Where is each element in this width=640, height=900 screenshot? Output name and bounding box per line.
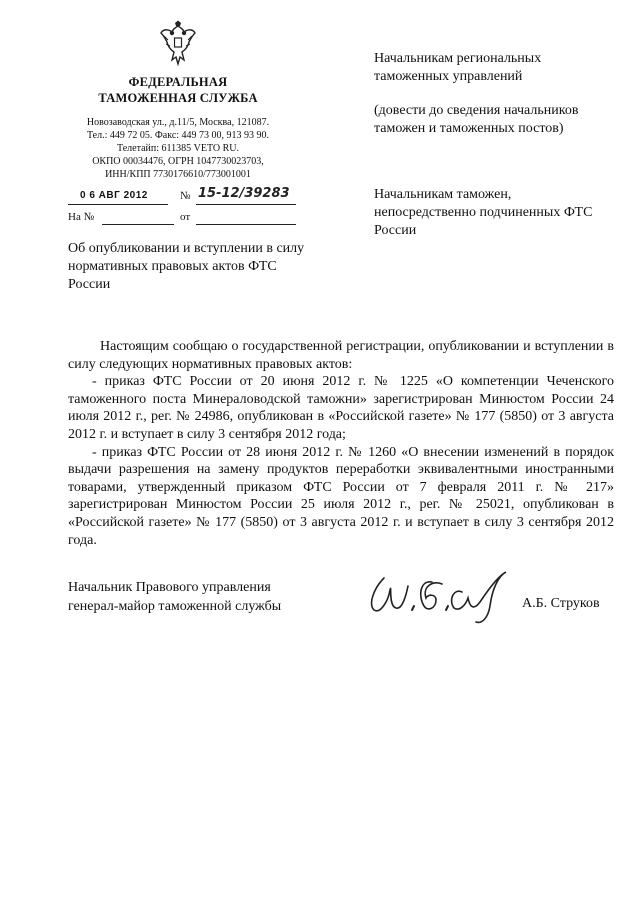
addressee-note: (довести до сведения начальников таможен и таможенных постов) <box>374 103 579 136</box>
organization-name <box>68 74 288 106</box>
organization-address: Новозаводская ул., д.11/5, Москва, 121087. <box>86 117 270 128</box>
organization-inn: ИНН/КПП 7730176610/773001001 <box>105 169 251 180</box>
reference-line <box>68 211 308 227</box>
organization-teletype: Телетайп: 611385 VETO RU. <box>116 143 239 154</box>
body-item-order-1260: - приказ ФТС России от 28 июня 2012 г. № 1260 «О внесении изменений в порядок выдачи разрешения на замену продуктов переработки эквивалентными иностранными товарами, утвержденный приказом ФТС России от 7 февраля 2011 г. № 217» зарегистрирован Минюстом России 25 июля 2012 г., рег. № 25021, опубликован в «Российской газете» № 177 (5850) от 3 августа 2012 г. и вступает в силу 3 сентября 2012 года. <box>68 444 614 548</box>
reference-date-blank <box>196 224 296 225</box>
signatory-title-line1: Начальник Правового управления <box>68 580 271 595</box>
document-subject: Об опубликовании и вступлении в силу нормативных правовых актов ФТС России <box>68 241 305 292</box>
body-item-order-1225: - приказ ФТС России от 20 июня 2012 г. № 1225 «О компетенции Чеченского таможенного поста Минераловодской таможни» зарегистрирован Минюстом России 24 июля 2012 г., рег. № 24986, опубликован в «Российской газете» № 177 (5850) от 3 августа 2012 г. и вступает в силу 3 сентября 2012 года; <box>68 374 614 442</box>
organization-name-line2: ТАМОЖЕННАЯ СЛУЖБА <box>98 91 258 105</box>
registration-line <box>68 186 308 208</box>
organization-name-line1: ФЕДЕРАЛЬНАЯ <box>128 75 228 89</box>
organization-okpo: ОКПО 00034476, ОГРН 1047730023703, <box>92 156 264 167</box>
organization-phone: Тел.: 449 72 05. Факс: 449 73 00, 913 93 90. <box>86 130 270 141</box>
reference-date-label: от <box>180 211 191 223</box>
signatory-title-line2: генерал-майор таможенной службы <box>68 599 282 614</box>
reference-number-label: На № <box>68 211 95 223</box>
handwritten-signature <box>362 566 512 626</box>
registration-number-handwritten: 15-12/39283 <box>198 186 290 201</box>
double-headed-eagle-emblem-icon <box>158 20 198 68</box>
signatory-name: А.Б. Струков <box>522 596 600 611</box>
signatory-title <box>68 578 328 616</box>
registration-date-stamp: 0 6 АВГ 2012 <box>80 190 148 201</box>
body-intro: Настоящим сообщаю о государственной регистрации, опубликовании и вступлении в силу следующих нормативных правовых актов: <box>68 339 614 372</box>
registration-number-label: № <box>180 190 191 202</box>
reference-number-blank <box>102 224 174 225</box>
date-underline <box>68 204 168 205</box>
document-body <box>68 338 614 549</box>
addressee-customs: Начальникам таможен, непосредственно подчиненных ФТС России <box>374 187 593 238</box>
number-underline <box>196 204 296 205</box>
addressee-regional: Начальникам региональных таможенных управлений <box>374 51 542 84</box>
organization-details <box>68 116 288 181</box>
